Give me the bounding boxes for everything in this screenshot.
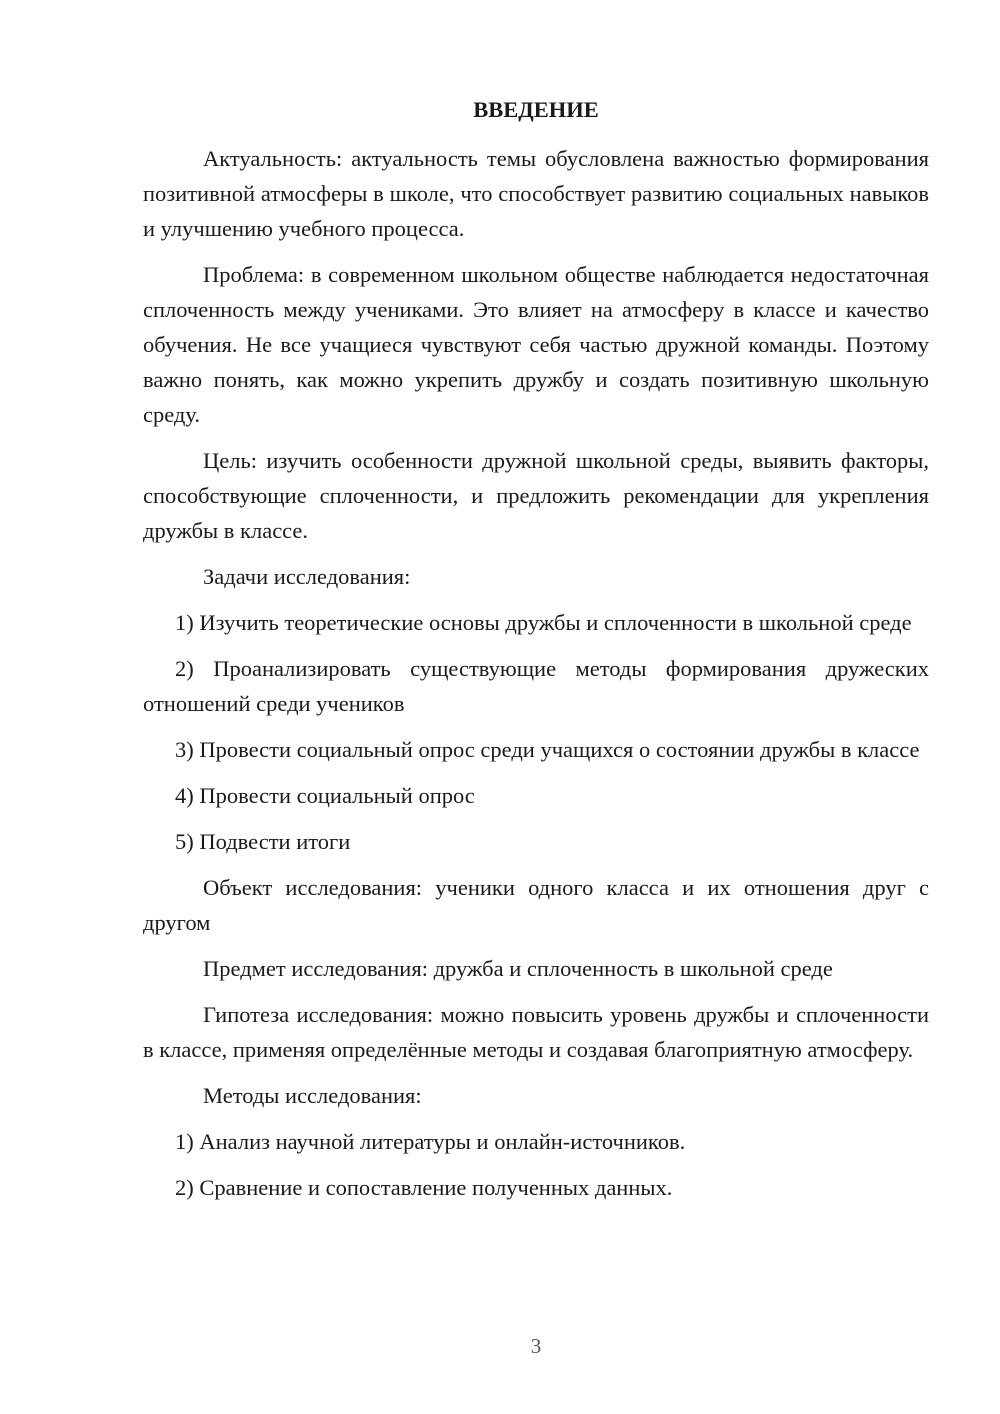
object-paragraph: Объект исследования: ученики одного класса и их отношения друг с другом bbox=[143, 875, 929, 935]
page-number: 3 bbox=[530, 1334, 542, 1358]
task-item: 3) Провести социальный опрос среди учащихся о состоянии дружбы в классе bbox=[175, 737, 920, 762]
methods-heading: Методы исследования: bbox=[203, 1083, 422, 1108]
relevance-paragraph: Актуальность: актуальность темы обусловлена важностью формирования позитивной атмосферы в школе, что способствует развитию социальных навыков и улучшению учебного процесса. bbox=[143, 146, 929, 241]
method-item: 2) Сравнение и сопоставление полученных данных. bbox=[175, 1175, 673, 1200]
method-item: 1) Анализ научной литературы и онлайн-источников. bbox=[175, 1129, 686, 1154]
section-title: ВВЕДЕНИЕ bbox=[473, 97, 599, 122]
subject-paragraph: Предмет исследования: дружба и сплоченность в школьной среде bbox=[203, 956, 833, 981]
hypothesis-paragraph: Гипотеза исследования: можно повысить уровень дружбы и сплоченности в классе, применяя определённые методы и создавая благоприятную атмосферу. bbox=[143, 1002, 929, 1062]
goal-paragraph: Цель: изучить особенности дружной школьной среды, выявить факторы, способствующие сплоченности, и предложить рекомендации для укрепления дружбы в классе. bbox=[143, 448, 929, 543]
task-item: 2) Проанализировать существующие методы формирования дружеских отношений среди учеников bbox=[143, 656, 929, 716]
problem-paragraph: Проблема: в современном школьном обществе наблюдается недостаточная сплоченность между учениками. Это влияет на атмосферу в классе и качество обучения. Не все учащиеся чувствуют себя частью дружной команды. Поэтому важно понять, как можно укрепить дружбу и создать позитивную школьную среду. bbox=[143, 262, 929, 427]
tasks-heading: Задачи исследования: bbox=[203, 564, 411, 589]
task-item: 1) Изучить теоретические основы дружбы и сплоченности в школьной среде bbox=[175, 610, 912, 635]
task-item: 5) Подвести итоги bbox=[175, 829, 351, 854]
task-item: 4) Провести социальный опрос bbox=[175, 783, 475, 808]
document-page bbox=[143, 90, 929, 1216]
